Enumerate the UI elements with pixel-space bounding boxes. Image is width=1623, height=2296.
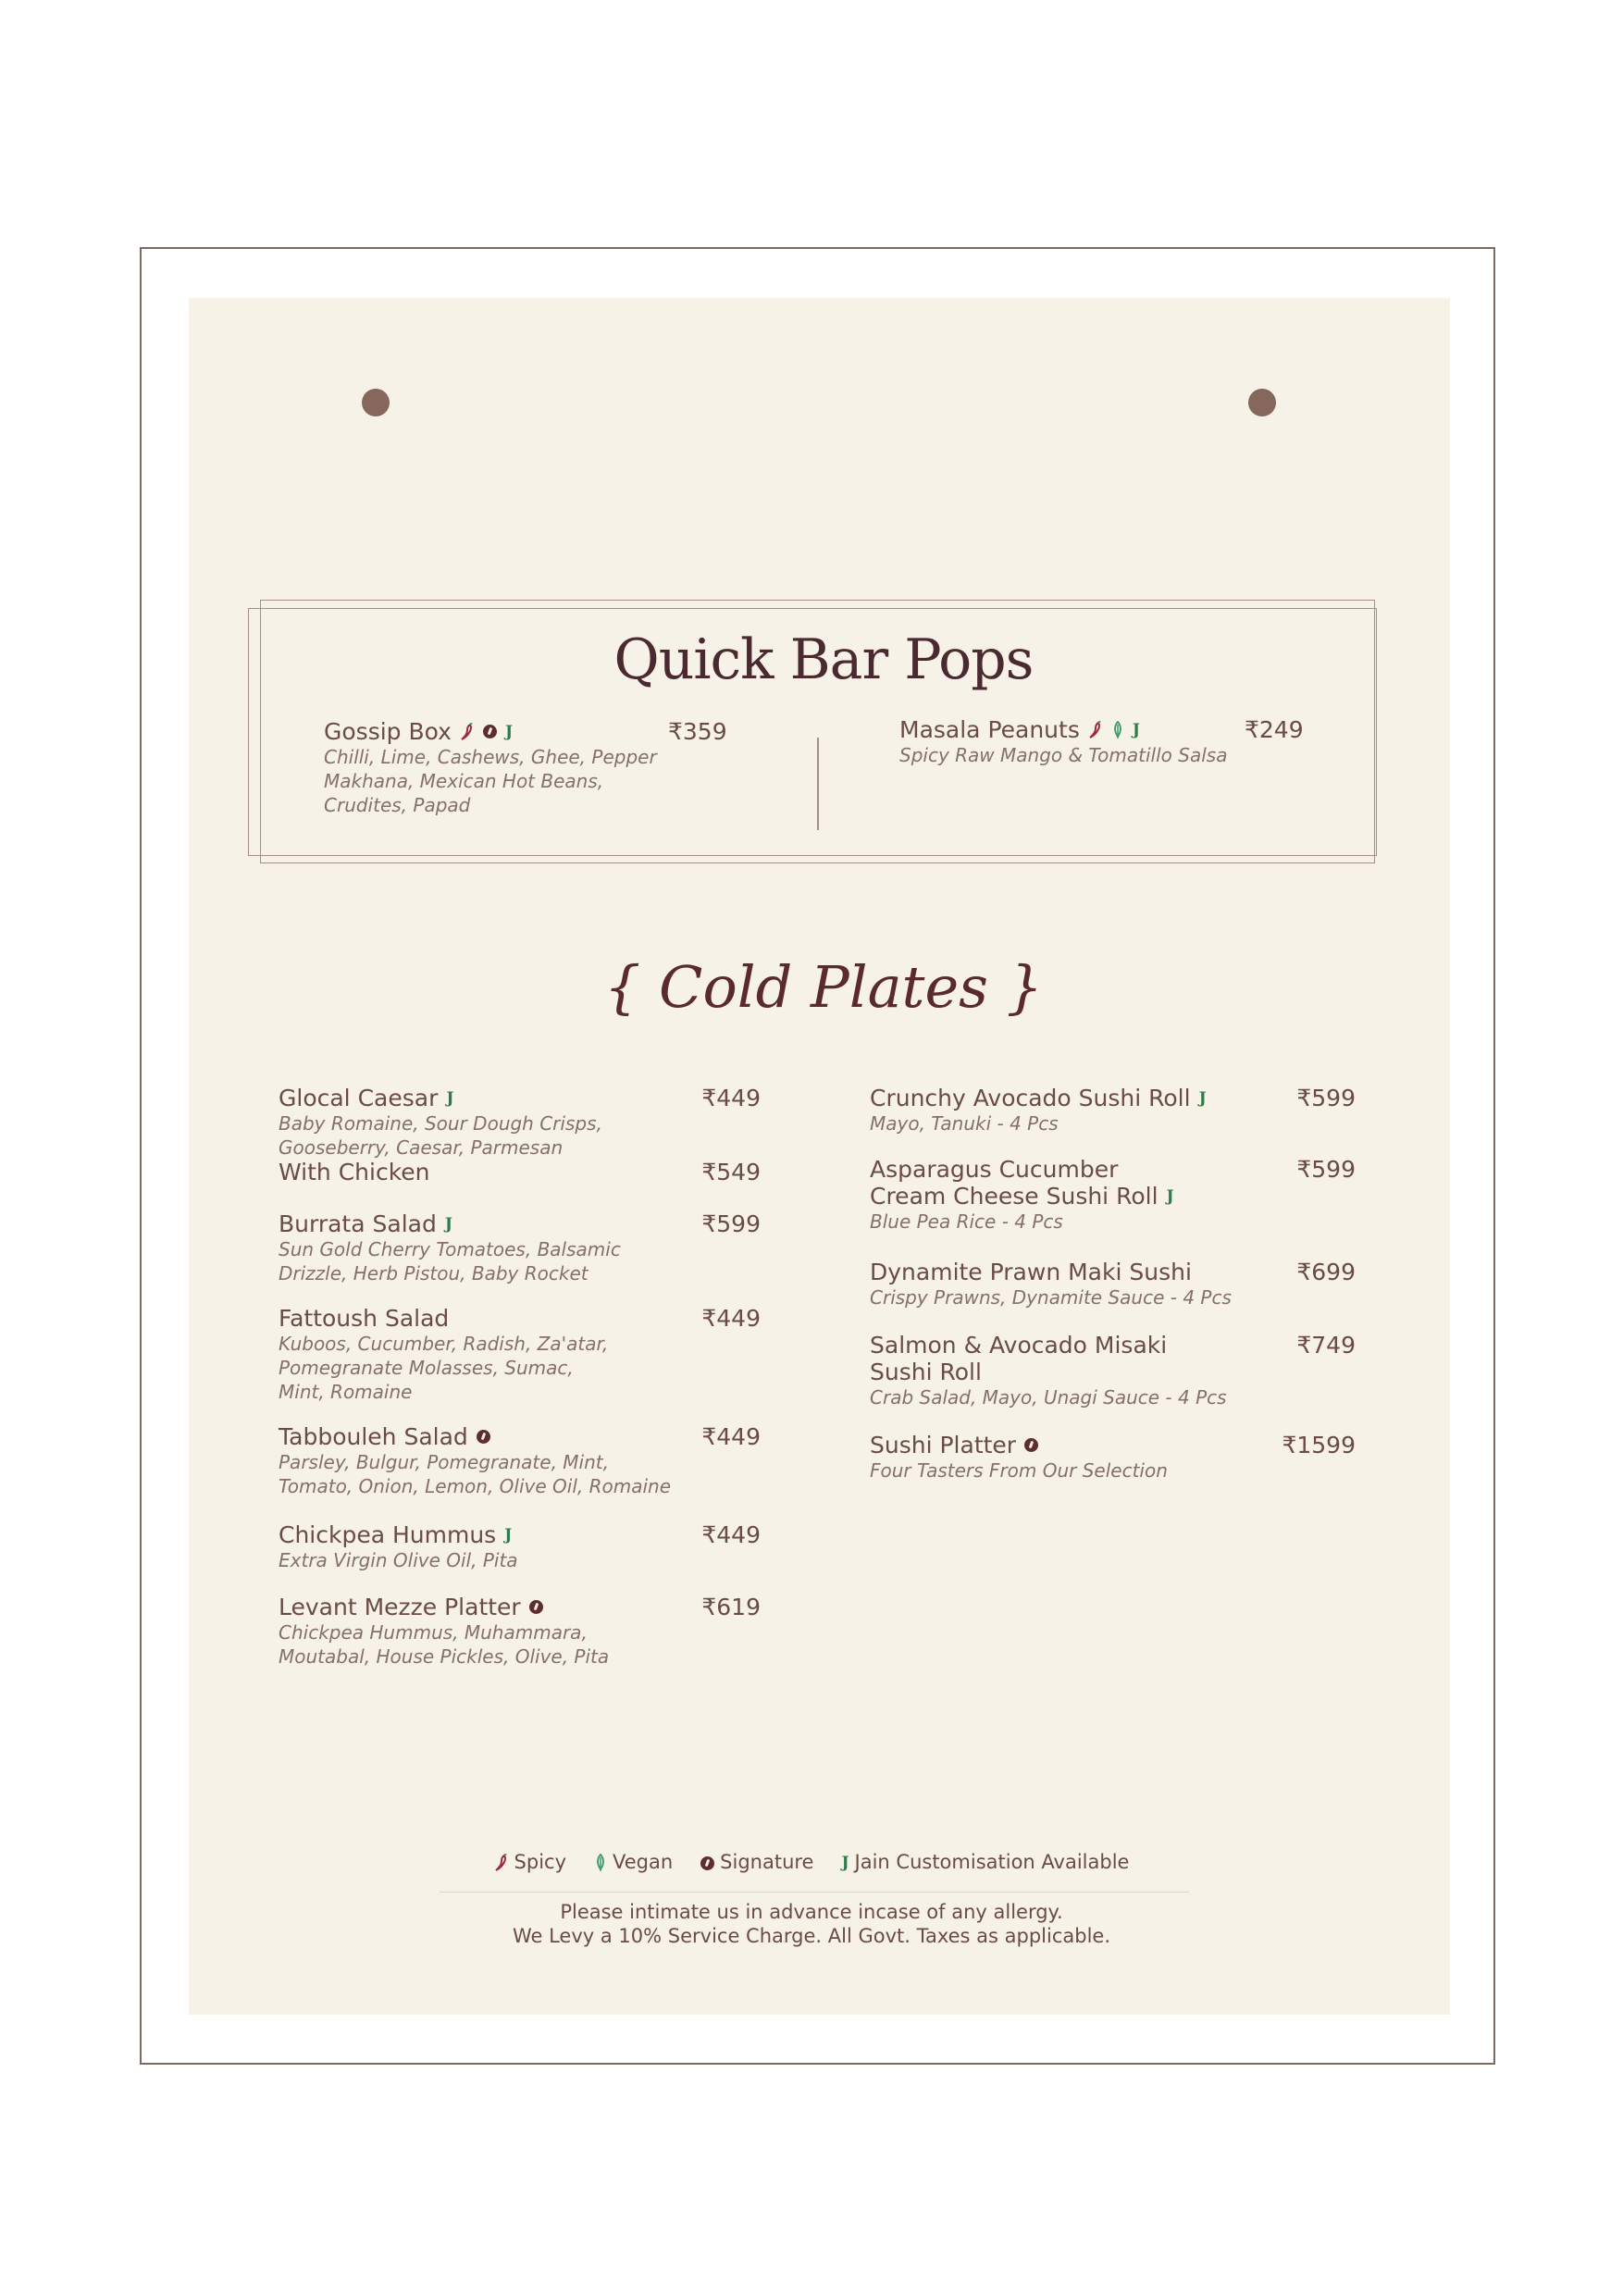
legend-label: Vegan: [613, 1851, 674, 1873]
item-price: ₹449: [701, 1423, 761, 1450]
item-desc: Baby Romaine, Sour Dough Crisps,: [279, 1112, 602, 1135]
item-price: ₹449: [701, 1085, 761, 1111]
leaf-icon: [1111, 721, 1124, 739]
legend-item: [594, 1851, 673, 1873]
legend-item: [494, 1851, 566, 1873]
item-name: Fattoush Salad: [279, 1305, 450, 1332]
legend-item: [700, 1851, 813, 1873]
jain-icon: J: [446, 1088, 454, 1108]
jain-icon: J: [841, 1854, 849, 1872]
item-name: Sushi Roll: [870, 1359, 982, 1385]
service-charge-note: We Levy a 10% Service Charge. All Govt. Taxes as applicable.: [512, 1925, 1111, 1947]
jain-icon: J: [1132, 720, 1140, 739]
signature-icon: [483, 725, 497, 738]
item-name: Cream Cheese Sushi Roll: [870, 1183, 1158, 1210]
item-desc: Kuboos, Cucumber, Radish, Za'atar,: [279, 1333, 609, 1355]
item-price: ₹449: [701, 1305, 761, 1332]
legend-divider: [440, 1892, 1189, 1893]
item-price: ₹619: [701, 1594, 761, 1620]
item-desc: Drizzle, Herb Pistou, Baby Rocket: [279, 1262, 588, 1285]
menu-item: [870, 1332, 1369, 1409]
cold-plates-title: { Cold Plates }: [603, 953, 1044, 1021]
item-name: Tabbouleh Salad: [279, 1423, 468, 1450]
item-desc-line: Crudites, Papad: [324, 794, 471, 816]
menu-item: [899, 716, 1288, 767]
item-name: Asparagus Cucumber: [870, 1156, 1119, 1183]
legend-label: Signature: [720, 1851, 814, 1873]
jain-icon: J: [1166, 1186, 1174, 1206]
item-desc: Crispy Prawns, Dynamite Sauce - 4 Pcs: [870, 1286, 1232, 1309]
item-name: Gossip Box: [324, 718, 452, 745]
item-name: Glocal Caesar: [279, 1085, 439, 1111]
menu-item: [870, 1156, 1369, 1234]
menu-item: [870, 1085, 1369, 1136]
item-desc: [899, 743, 1288, 767]
item-price: ₹599: [1296, 1085, 1356, 1111]
item-desc-line: Makhana, Mexican Hot Beans,: [324, 770, 604, 792]
item-desc: [324, 745, 675, 817]
legend-label: Jain Customisation Available: [854, 1851, 1130, 1873]
item-desc-line: Spicy Raw Mango & Tomatillo Salsa: [899, 744, 1228, 766]
item-desc: Moutabal, House Pickles, Olive, Pita: [279, 1645, 610, 1668]
legend-label: Spicy: [514, 1851, 566, 1873]
item-name: Salmon & Avocado Misaki: [870, 1332, 1168, 1359]
item-name: Burrata Salad: [279, 1210, 437, 1237]
item-desc: Chickpea Hummus, Muhammara,: [279, 1621, 588, 1644]
signature-icon: [700, 1856, 714, 1870]
item-price: ₹599: [701, 1210, 761, 1237]
item-price: ₹699: [1296, 1259, 1356, 1285]
quick-bar-divider: [817, 738, 819, 830]
item-desc: Mint, Romaine: [279, 1381, 413, 1403]
item-name: Dynamite Prawn Maki Sushi: [870, 1259, 1192, 1285]
item-name: Chickpea Hummus: [279, 1521, 497, 1548]
jain-icon: J: [504, 1525, 513, 1545]
item-desc: Parsley, Bulgur, Pomegranate, Mint,: [279, 1451, 609, 1473]
item-name: Levant Mezze Platter: [279, 1594, 521, 1620]
item-name: Sushi Platter: [870, 1432, 1017, 1458]
jain-icon: J: [1198, 1088, 1207, 1108]
item-name: Masala Peanuts: [899, 716, 1080, 743]
chilli-icon: [494, 1854, 509, 1872]
menu-item: [870, 1259, 1369, 1309]
item-desc: Extra Virgin Olive Oil, Pita: [279, 1549, 518, 1571]
quick-bar-title: Quick Bar Pops: [613, 627, 1034, 692]
item-price: ₹249: [1245, 716, 1304, 743]
item-desc: Crab Salad, Mayo, Unagi Sauce - 4 Pcs: [870, 1386, 1227, 1409]
jain-icon: J: [444, 1214, 452, 1234]
item-price: ₹359: [668, 718, 727, 745]
item-desc-line: Chilli, Lime, Cashews, Ghee, Pepper: [324, 746, 657, 768]
binder-hole-right: [1248, 389, 1276, 416]
item-price: ₹749: [1296, 1332, 1356, 1359]
item-price: ₹1599: [1282, 1432, 1356, 1458]
allergy-note: Please intimate us in advance incase of any allergy.: [560, 1901, 1063, 1923]
item-desc: Tomato, Onion, Lemon, Olive Oil, Romaine: [279, 1475, 672, 1497]
signature-icon: [529, 1600, 543, 1614]
item-desc: Gooseberry, Caesar, Parmesan: [279, 1136, 564, 1159]
chilli-icon: [460, 723, 475, 741]
signature-icon: [477, 1430, 490, 1444]
jain-icon: J: [504, 722, 513, 741]
item-desc: Sun Gold Cherry Tomatoes, Balsamic: [279, 1238, 621, 1260]
item-name: With Chicken: [279, 1159, 430, 1185]
item-name: Crunchy Avocado Sushi Roll: [870, 1085, 1191, 1111]
item-desc: Four Tasters From Our Selection: [870, 1459, 1168, 1482]
item-desc: Mayo, Tanuki - 4 Pcs: [870, 1112, 1059, 1135]
item-desc: Blue Pea Rice - 4 Pcs: [870, 1210, 1063, 1233]
item-price: ₹599: [1296, 1156, 1356, 1183]
item-price: ₹549: [701, 1159, 761, 1185]
legend-item: [841, 1851, 1129, 1873]
chilli-icon: [1088, 721, 1103, 739]
item-price: ₹449: [701, 1521, 761, 1548]
signature-icon: [1024, 1438, 1038, 1452]
item-desc: Pomegranate Molasses, Sumac,: [279, 1357, 574, 1379]
leaf-icon: [594, 1854, 607, 1872]
legend: [0, 1851, 1623, 1873]
binder-hole-left: [362, 389, 390, 416]
menu-item: [324, 718, 675, 817]
